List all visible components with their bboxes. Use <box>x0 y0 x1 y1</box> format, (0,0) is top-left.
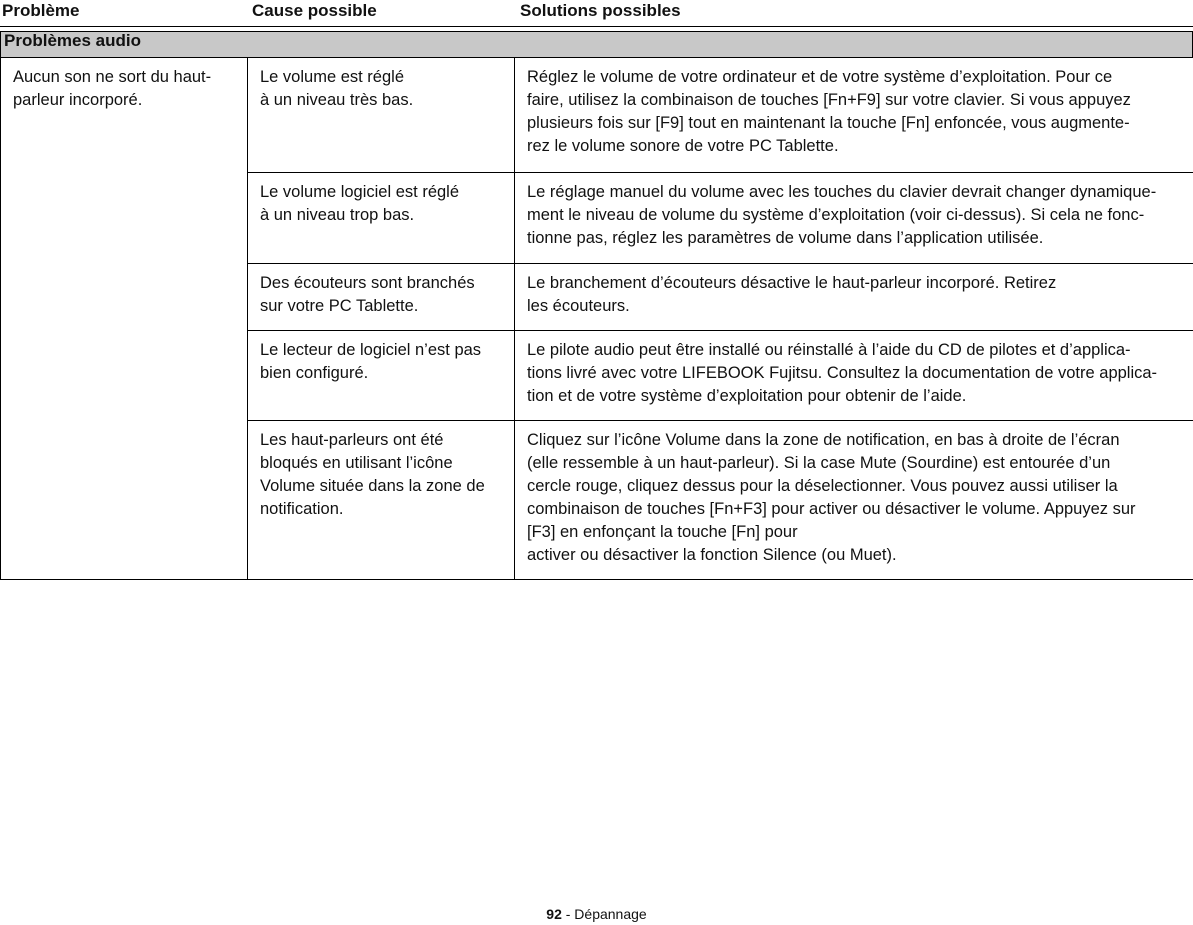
footer-section-label: - Dépannage <box>561 906 647 922</box>
cause-text-line: Le volume est réglé <box>260 68 404 86</box>
solution-cell <box>515 173 1193 264</box>
solution-text-line: ment le niveau de volume du système d’exploitation (voir ci-dessus). Si cela ne fonc- <box>527 206 1145 224</box>
cause-text-line: à un niveau trop bas. <box>260 206 415 224</box>
cause-cell <box>248 264 515 331</box>
page-footer <box>0 905 1193 923</box>
solution-cell <box>515 421 1193 580</box>
solution-text-line: [F3] en enfonçant la touche [Fn] pour <box>527 523 798 541</box>
solution-text-line: cercle rouge, cliquez dessus pour la déselectionner. Vous pouvez aussi utiliser la <box>527 477 1118 495</box>
cause-text-line: sur votre PC Tablette. <box>260 297 419 315</box>
header-problem: Problème <box>2 1 80 20</box>
table-header <box>0 0 1193 27</box>
solution-text-line: Le pilote audio peut être installé ou réinstallé à l’aide du CD de pilotes et d’applica- <box>527 341 1131 359</box>
solution-text-line: Le branchement d’écouteurs désactive le haut-parleur incorporé. Retirez <box>527 274 1057 292</box>
troubleshooting-table <box>0 57 1193 580</box>
solution-cell <box>515 58 1193 173</box>
cause-cell <box>248 173 515 264</box>
cause-text-line: bloqués en utilisant l’icône <box>260 454 453 472</box>
cause-text-line: Le volume logiciel est réglé <box>260 183 460 201</box>
solution-text-line: activer ou désactiver la fonction Silence (ou Muet). <box>527 546 897 564</box>
solution-text-line: combinaison de touches [Fn+F3] pour activer ou désactiver le volume. Appuyez sur <box>527 500 1136 518</box>
cause-text-line: Des écouteurs sont branchés <box>260 274 475 292</box>
header-cause: Cause possible <box>252 1 377 20</box>
cause-text-line: à un niveau très bas. <box>260 91 414 109</box>
problem-text-line: Aucun son ne sort du haut- <box>13 68 212 86</box>
section-title-bar <box>0 31 1193 57</box>
solution-cell <box>515 264 1193 331</box>
header-solutions: Solutions possibles <box>520 1 681 20</box>
page-number: 92 <box>546 906 562 922</box>
solution-text-line: Cliquez sur l’icône Volume dans la zone de notification, en bas à droite de l’écran <box>527 431 1120 449</box>
problem-cell <box>1 58 248 580</box>
cause-cell <box>248 58 515 173</box>
solution-text-line: tion et de votre système d’exploitation pour obtenir de l’aide. <box>527 387 967 405</box>
solution-text-line: plusieurs fois sur [F9] tout en maintenant la touche [Fn] enfoncée, vous augmente- <box>527 114 1130 132</box>
solution-text-line: Le réglage manuel du volume avec les touches du clavier devrait changer dynamique- <box>527 183 1157 201</box>
solution-text-line: faire, utilisez la combinaison de touches [Fn+F9] sur votre clavier. Si vous appuyez <box>527 91 1131 109</box>
section-title: Problèmes audio <box>4 31 141 50</box>
cause-cell <box>248 331 515 421</box>
solution-text-line: tionne pas, réglez les paramètres de volume dans l’application utilisée. <box>527 229 1044 247</box>
cause-text-line: Le lecteur de logiciel n’est pas <box>260 341 482 359</box>
solution-cell <box>515 331 1193 421</box>
cause-text-line: notification. <box>260 500 344 518</box>
solution-text-line: rez le volume sonore de votre PC Tablette. <box>527 137 839 155</box>
cause-text-line: bien configuré. <box>260 364 369 382</box>
cause-text-line: Les haut-parleurs ont été <box>260 431 444 449</box>
solution-text-line: (elle ressemble à un haut-parleur). Si la case Mute (Sourdine) est entourée d’un <box>527 454 1111 472</box>
solution-text-line: Réglez le volume de votre ordinateur et de votre système d’exploitation. Pour ce <box>527 68 1113 86</box>
cause-text-line: Volume située dans la zone de <box>260 477 485 495</box>
cause-cell <box>248 421 515 580</box>
table-row <box>1 58 1193 173</box>
solution-text-line: tions livré avec votre LIFEBOOK Fujitsu. Consultez la documentation de votre applica- <box>527 364 1158 382</box>
solution-text-line: les écouteurs. <box>527 297 630 315</box>
problem-text-line: parleur incorporé. <box>13 91 143 109</box>
